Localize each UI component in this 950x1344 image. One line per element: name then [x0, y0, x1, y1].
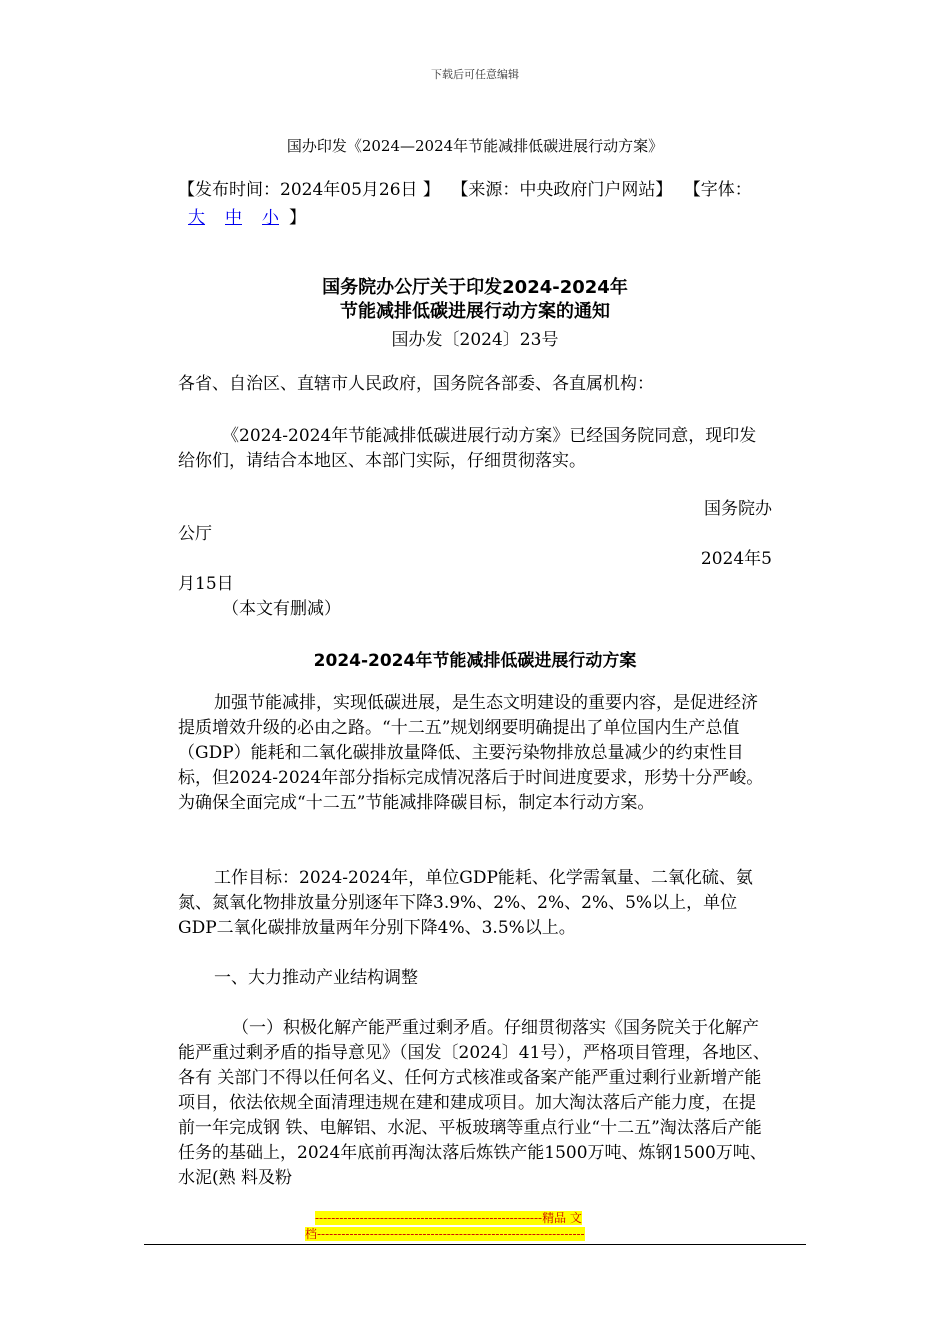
notice-title-line-2: 节能减排低碳进展行动方案的通知 — [340, 301, 610, 322]
issuer-line-2: 公厅 — [178, 524, 212, 544]
addressee: 各省、自治区、直辖市人民政府，国务院各部委、各直属机构： — [178, 374, 654, 394]
font-size-label: 【字体： — [683, 180, 752, 200]
date-line-2: 月15日 — [178, 574, 234, 594]
font-small-link[interactable]: 小 — [262, 208, 279, 228]
intro-paragraph: 《2024-2024年节能减排低碳进展行动方案》已经国务院同意，现印发给你们，请结合本地区、本部门实际，仔细贯彻落实。 — [178, 426, 757, 471]
plan-title: 2024-2024年节能减排低碳进展行动方案 — [313, 651, 637, 671]
footer-watermark-line-1: --------------------------------------------------------精品 文 — [315, 1211, 582, 1225]
publish-label: 【发布时间： — [178, 180, 280, 200]
document-number: 国办发〔2024〕23号 — [391, 330, 559, 350]
footer-watermark-line-2: 档------------------------------------------------------------------ — [305, 1227, 585, 1241]
footer-divider — [144, 1244, 806, 1245]
notice-title-line-1: 国务院办公厅关于印发2024-2024年 — [322, 277, 628, 298]
font-medium-link[interactable]: 中 — [225, 208, 242, 228]
footer-watermark — [305, 1210, 650, 1242]
paragraph-background: 加强节能减排，实现低碳进展，是生态文明建设的重要内容，是促进经济提质增效升级的必由之路。“十二五”规划纲要明确提出了单位国内生产总值 （GDP）能耗和二氧化碳排放量降低、主要污染物排放总量减少的约束性目标，但2024-2024年部分指标完成情况落后于时间进度要求，形势十分严峻。 为确保全面完成“十二五”节能减排降碳目标，制定本行动方案。 — [178, 693, 764, 813]
paragraph-overcapacity: （一）积极化解产能严重过剩矛盾。仔细贯彻落实《国务院关于化解产能严重过剩矛盾的指导意见》（国发〔2024〕41号），严格项目管理，各地区、各有 关部门不得以任何名义、任何方式核准或备案产能严重过剩行业新增产能项目，依法依规全面清理违规在建和建成项目。加大淘汰落后产能力度，在提前一年完成钢 铁、电解铝、水泥、平板玻璃等重点行业“十二五”淘汰落后产能任务的基础上，2024年底前再淘汰落后炼铁产能1500万吨、炼钢1500万吨、水泥(熟 料及粉 — [178, 1018, 770, 1188]
issuer-line-1: 国务院办 — [704, 499, 772, 519]
publish-date: 2024年05月26日 】 — [280, 180, 440, 200]
abridged-note: （本文有删减） — [222, 599, 341, 619]
document-heading: 国办印发《2024—2024年节能减排低碳进展行动方案》 — [286, 137, 664, 155]
date-line-1: 2024年5 — [700, 549, 772, 569]
font-large-link[interactable]: 大 — [188, 208, 205, 228]
paragraph-goals: 工作目标：2024-2024年，单位GDP能耗、化学需氧量、二氧化硫、氨氮、氮氧化物排放量分别逐年下降3.9%、2%、2%、2%、5%以上，单位GDP二氧化碳排放量两年分别下降4%、3.5%以上。 — [178, 868, 753, 938]
source-label: 【来源：中央政府门户网站】 — [451, 180, 673, 200]
notice-title — [0, 276, 950, 324]
section-heading-1: 一、大力推动产业结构调整 — [214, 968, 418, 988]
publish-meta — [178, 176, 778, 232]
header-note: 下载后可任意编辑 — [431, 68, 519, 81]
font-size-close: 】 — [289, 208, 306, 228]
